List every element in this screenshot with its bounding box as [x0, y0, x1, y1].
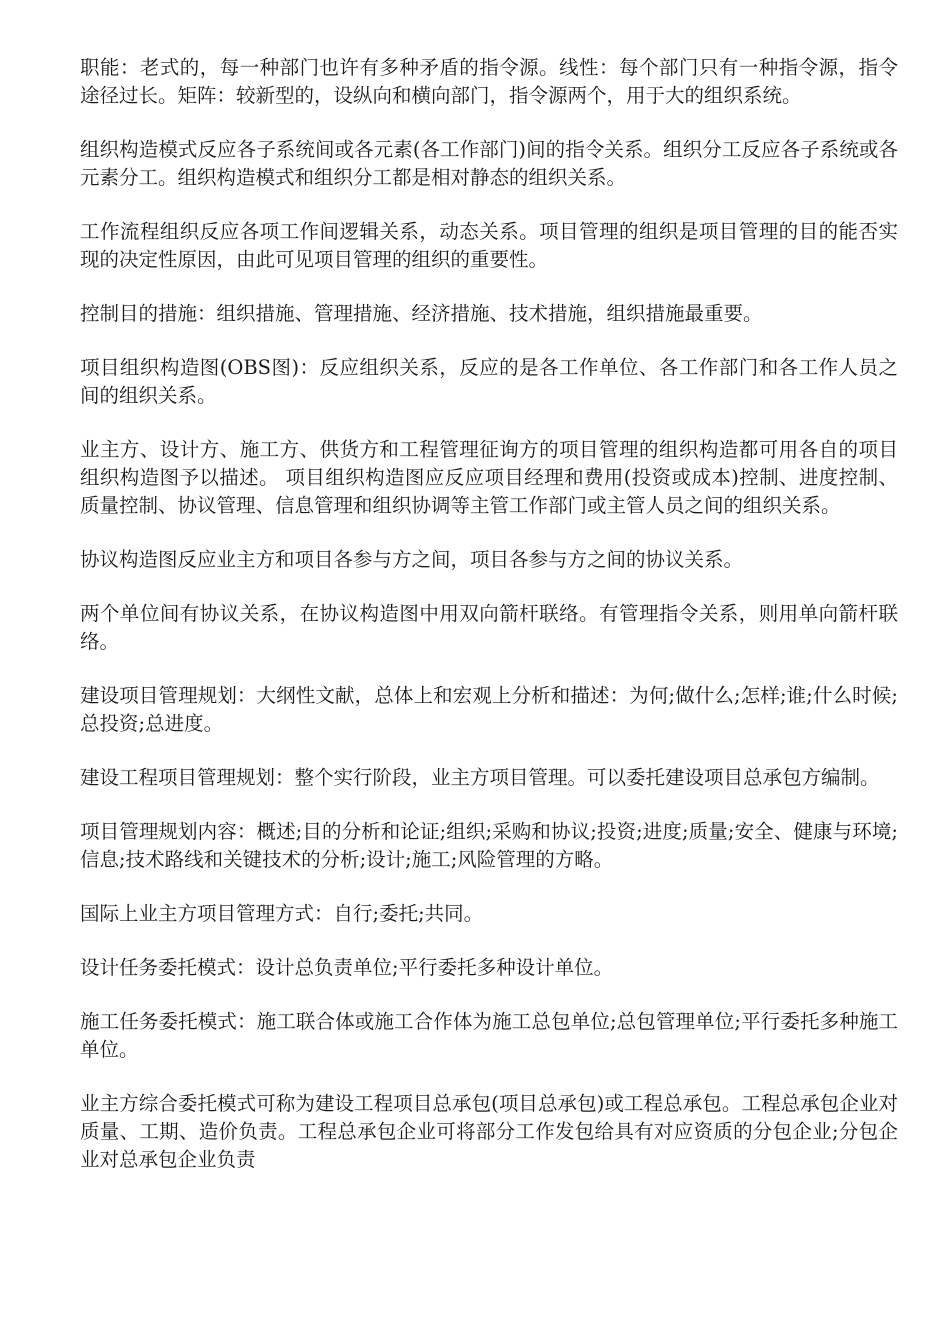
paragraph-parties-structure: 业主方、设计方、施工方、供货方和工程管理征询方的项目管理的组织构造都可用各自的项目组织构造图予以描述。 项目组织构造图应反应项目经理和费用(投资或成本)控制、进度控制、质量控制、协议管理、信息管理和组织协调等主管工作部门或主管人员之间的组织关系。	[80, 438, 898, 517]
paragraph-workflow: 工作流程组织反应各项工作间逻辑关系，动态关系。项目管理的组织是项目管理的目的能否实现的决定性原因，由此可见项目管理的组织的重要性。	[80, 220, 898, 271]
paragraph-engineering-planning: 建设工程项目管理规划：整个实行阶段，业主方项目管理。可以委托建设项目总承包方编制。	[80, 766, 880, 789]
paragraph-structure-mode: 组织构造模式反应各子系统间或各元素(各工作部门)间的指令关系。组织分工反应各子系统或各元素分工。组织构造模式和组织分工都是相对静态的组织关系。	[80, 138, 898, 189]
paragraph-project-planning: 建设项目管理规划：大纲性文献，总体上和宏观上分析和描述：为何;做什么;怎样;谁;什么时候;总投资;总进度。	[80, 684, 898, 735]
paragraph-control-measures: 控制目的措施：组织措施、管理措施、经济措施、技术措施，组织措施最重要。	[80, 302, 763, 325]
paragraph-arrow-links: 两个单位间有协议关系，在协议构造图中用双向箭杆联络。有管理指令关系，则用单向箭杆联络。	[80, 602, 898, 653]
paragraph-obs-chart: 项目组织构造图(OBS图)：反应组织关系，反应的是各工作单位、各工作部门和各工作人员之间的组织关系。	[80, 356, 898, 407]
paragraph-design-delegation: 设计任务委托模式：设计总负责单位;平行委托多种设计单位。	[80, 956, 614, 979]
paragraph-organization-types: 职能：老式的，每一种部门也许有多种矛盾的指令源。线性：每个部门只有一种指令源，指令途径过长。矩阵：较新型的，设纵向和横向部门，指令源两个，用于大的组织系统。	[80, 56, 898, 107]
paragraph-contract-chart: 协议构造图反应业主方和项目各参与方之间，项目各参与方之间的协议关系。	[80, 548, 744, 571]
paragraph-construction-delegation: 施工任务委托模式：施工联合体或施工合作体为施工总包单位;总包管理单位;平行委托多种施工单位。	[80, 1010, 898, 1061]
document-page	[80, 54, 898, 1200]
paragraph-general-contracting: 业主方综合委托模式可称为建设工程项目总承包(项目总承包)或工程总承包。工程总承包企业对质量、工期、造价负责。工程总承包企业可将部分工作发包给具有对应资质的分包企业;分包企业对总承包企业负责	[80, 1092, 898, 1171]
paragraph-planning-content: 项目管理规划内容：概述;目的分析和论证;组织;采购和协议;投资;进度;质量;安全、健康与环境;信息;技术路线和关键技术的分析;设计;施工;风险管理的方略。	[80, 820, 898, 871]
paragraph-owner-methods: 国际上业主方项目管理方式：自行;委托;共同。	[80, 902, 484, 925]
